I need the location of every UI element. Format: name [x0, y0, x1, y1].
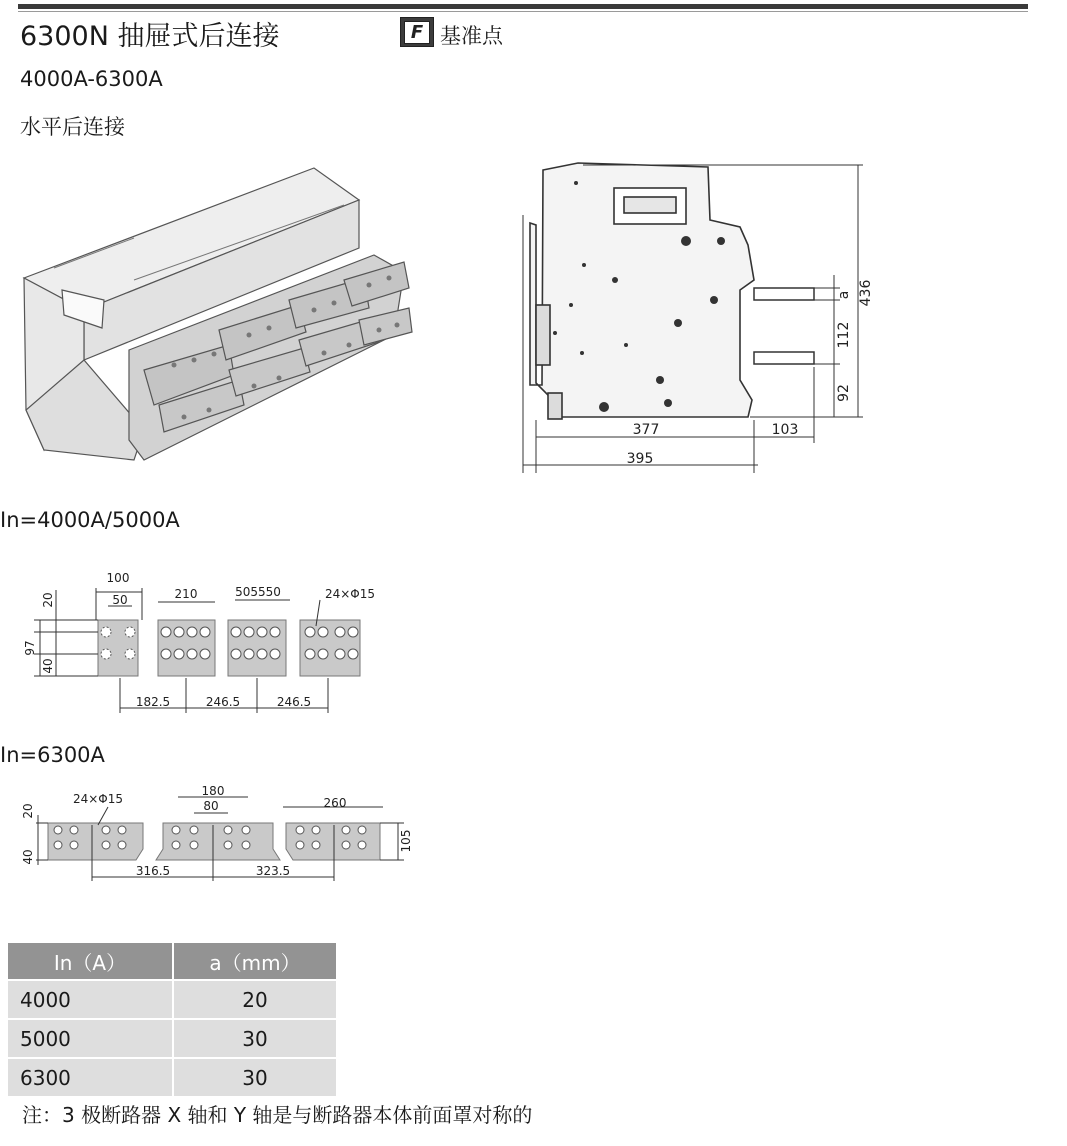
cell-current: 4000 — [8, 981, 174, 1018]
reference-point-letter: F — [404, 21, 430, 44]
cell-a: 20 — [174, 981, 336, 1018]
cell-current: 6300 — [8, 1059, 174, 1096]
dim-20: 20 — [41, 592, 55, 608]
dim-323-5: 323.5 — [255, 864, 291, 878]
top-rule — [18, 4, 1028, 9]
dim-316-5: 316.5 — [135, 864, 171, 878]
dim-180: 180 — [201, 785, 225, 798]
dim-112: 112 — [836, 321, 852, 349]
dim-holes: 24×Φ15 — [324, 587, 376, 601]
dim-20: 20 — [21, 803, 35, 819]
dim-100: 100 — [106, 571, 130, 585]
connection-type: 水平后连接 — [20, 115, 125, 139]
section-in-4000-5000: In=4000A/5000A — [0, 508, 180, 532]
dim-92: 92 — [836, 384, 852, 402]
table-row — [8, 1020, 336, 1057]
dim-377: 377 — [632, 422, 660, 438]
terminal-layout-4000-5000 — [20, 568, 380, 718]
dim-97: 97 — [23, 640, 37, 656]
dim-a: a — [836, 290, 852, 300]
table-header-row — [8, 943, 336, 979]
header-dimension-a: a（mm） — [174, 943, 336, 979]
top-rule-thin — [18, 11, 1028, 12]
dim-210: 210 — [174, 587, 198, 601]
cell-current: 5000 — [8, 1020, 174, 1057]
side-view-drawing — [518, 155, 878, 475]
dim-505550: 505550 — [235, 585, 281, 599]
dim-260: 260 — [323, 796, 347, 810]
dim-80: 80 — [203, 799, 219, 813]
reference-point-label: 基准点 — [440, 24, 503, 48]
rating-table — [8, 941, 336, 1098]
dim-holes: 24×Φ15 — [72, 792, 124, 806]
cell-a: 30 — [174, 1020, 336, 1057]
current-range: 4000A-6300A — [20, 67, 163, 91]
dim-103: 103 — [771, 422, 799, 438]
table-row — [8, 981, 336, 1018]
header-current: In（A） — [8, 943, 174, 979]
dim-40: 40 — [21, 849, 35, 865]
table-row — [8, 1059, 336, 1096]
page-title: 6300N 抽屉式后连接 — [20, 21, 280, 52]
reference-point-icon — [400, 17, 434, 47]
section-in-6300: In=6300A — [0, 743, 105, 767]
cell-a: 30 — [174, 1059, 336, 1096]
dim-395: 395 — [626, 451, 654, 467]
dim-182-5: 182.5 — [135, 695, 171, 709]
dim-40: 40 — [41, 658, 55, 674]
breaker-3d-illustration — [14, 160, 416, 475]
dim-50: 50 — [112, 593, 128, 607]
dim-246-5-a: 246.5 — [205, 695, 241, 709]
dim-436: 436 — [858, 279, 874, 307]
dim-246-5-b: 246.5 — [276, 695, 312, 709]
footnote: 注：3 极断路器 X 轴和 Y 轴是与断路器本体前面罩对称的 — [22, 1103, 533, 1127]
dim-105: 105 — [399, 829, 413, 853]
terminal-layout-6300 — [18, 785, 413, 885]
